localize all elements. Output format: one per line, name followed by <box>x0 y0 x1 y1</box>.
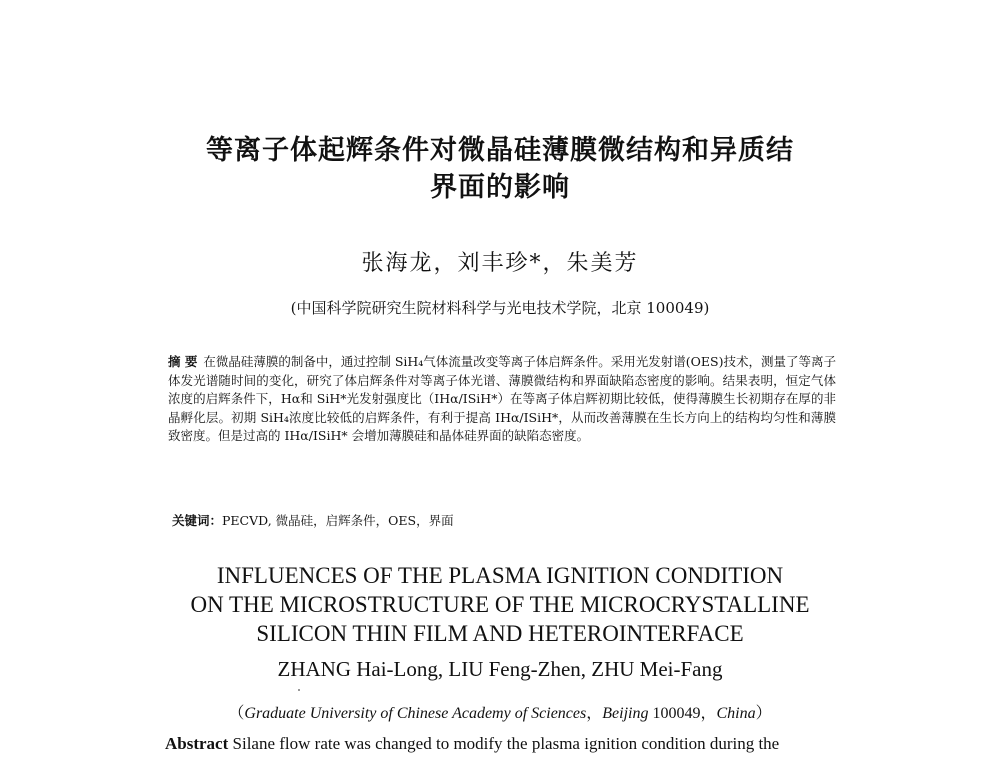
chinese-keywords <box>172 511 832 529</box>
affil-city: Beijing <box>602 705 649 722</box>
chinese-title-line-1: 等离子体起辉条件对微晶硅薄膜微结构和异质结 <box>206 135 794 166</box>
english-authors: ZHANG Hai-Long, LIU Feng-Zhen, ZHU Mei-Fang <box>277 657 723 681</box>
scan-speck <box>298 689 300 691</box>
english-title-line-3: SILICON THIN FILM AND HETEROINTERFACE <box>256 621 744 646</box>
affil-separator: ， <box>586 705 603 722</box>
english-abstract <box>165 733 845 755</box>
english-abstract-text: Silane flow rate was changed to modify the plasma ignition condition during the <box>232 734 780 753</box>
chinese-abstract <box>168 353 836 446</box>
affil-university: Graduate University of Chinese Academy of Sciences <box>244 705 587 722</box>
affil-open-paren: （ <box>228 705 245 722</box>
english-affiliation <box>0 700 1000 723</box>
english-abstract-label: Abstract <box>165 734 229 753</box>
chinese-abstract-text: 在微晶硅薄膜的制备中，通过控制 SiH₄气体流量改变等离子体启辉条件。采用光发射谱(OES)技术，测量了等离子体发光谱随时间的变化，研究了体启辉条件对等离子体光谱、薄膜微结构和界面缺陷态密度的影响。结果表明，恒定气体浓度的启辉条件下，Hα和 SiH*光发射强度比（IHα/ISiH*）在等离子体启辉初期比较低，使得薄膜生长初期存在厚的非晶孵化层。初期 SiH₄浓度比较低的启辉条件，有利于提高 IHα/ISiH*，从而改善薄膜在生长方向上的结构均匀性和薄膜致密度。但是过高的 IHα/ISiH* 会增加薄膜硅和晶体硅界面的缺陷态密度。 <box>168 354 836 443</box>
chinese-keywords-label: 关键词： <box>172 513 223 528</box>
affil-close-paren: ） <box>755 705 772 722</box>
chinese-keywords-text: PECVD, 微晶硅，启辉条件，OES，界面 <box>222 513 454 528</box>
chinese-title-line-2: 界面的影响 <box>430 172 570 203</box>
chinese-authors: 张海龙，刘丰珍*，朱美芳 <box>361 251 639 276</box>
affil-postcode: 100049， <box>648 705 717 722</box>
chinese-affiliation: (中国科学院研究生院材料科学与光电技术学院，北京 100049) <box>290 299 710 317</box>
affil-country: China <box>716 705 756 722</box>
chinese-abstract-label: 摘 要 <box>168 354 198 369</box>
english-title-line-1: INFLUENCES OF THE PLASMA IGNITION CONDITION <box>216 563 784 588</box>
english-title-line-2: ON THE MICROSTRUCTURE OF THE MICROCRYSTALLINE <box>190 592 810 617</box>
